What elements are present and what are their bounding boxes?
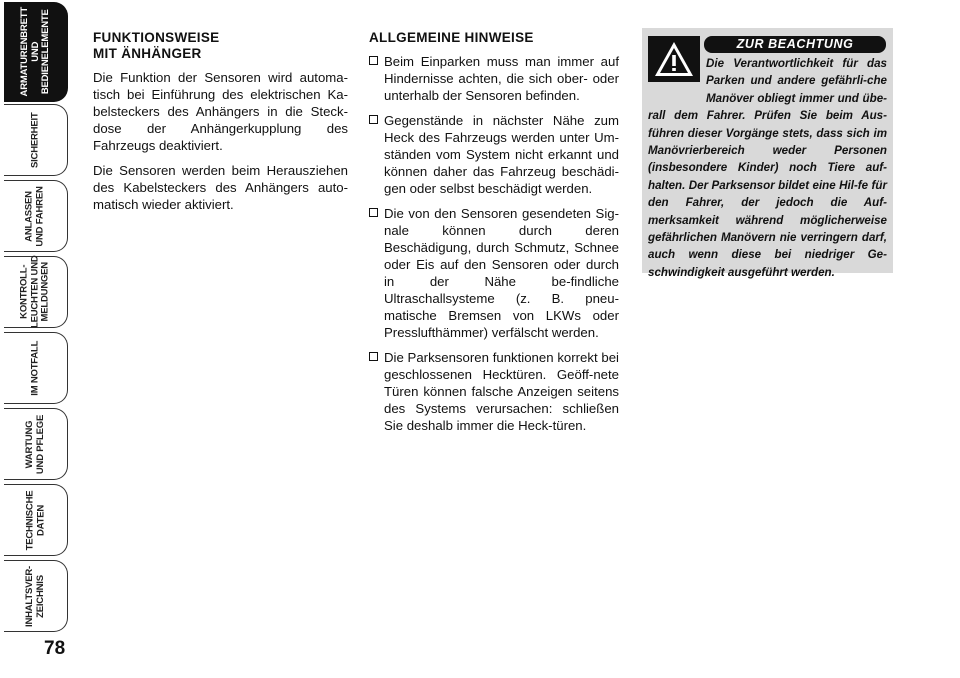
tab-label: INHALTSVER- ZEICHNIS [24,565,46,627]
paragraph: Die Funktion der Sensoren wird automa-tisch bei Einführung des elektrischen Ka-belsteckers des Anhängers in die Steck-dose der Anhängerkupplung des Fahrzeugs deaktiviert. [93,70,348,153]
checkbox-bullet-icon [369,56,378,65]
list-item [369,205,619,341]
tab-kontrollleuchten[interactable] [4,256,68,328]
list-item [369,349,619,434]
tab-label: SICHERHEIT [29,112,41,168]
tab-anlassen-und-fahren[interactable] [4,180,68,252]
tab-label: ARMATURENBRETT UND BEDIENELEMENTE [18,7,51,97]
tab-armaturenbrett[interactable] [4,2,68,102]
list-item-text: Die Parksensoren funktionen korrekt bei geschlossenen Hecktüren. Geöff-nete Türen können falsche Anzeigen seitens des Systems verursachen: schließen Sie deshalb immer die Heck-türen. [384,350,619,433]
list-item [369,53,619,104]
checkbox-bullet-icon [369,208,378,217]
tab-label: KONTROLL- LEUCHTEN UND MELDUNGEN [18,255,51,329]
tab-inhaltsverzeichnis[interactable] [4,560,68,632]
page-number: 78 [44,638,66,659]
checkbox-bullet-icon [369,115,378,124]
tab-label: IM NOTFALL [29,340,41,396]
warning-title: ZUR BEACHTUNG [704,36,886,53]
warning-box [642,28,893,279]
tab-label: ANLASSEN UND FAHREN [24,185,46,247]
section-heading: FUNKTIONSWEISE MIT ÄNHÄNGER [93,30,220,61]
paragraph: Die Sensoren werden beim Herausziehen des Kabelsteckers des Anhängers auto-matisch wieder aktiviert. [93,163,348,212]
list-item-text: Gegenstände in nächster Nähe zum Heck des Fahrzeugs werden unter Um-ständen vom System nicht erkannt und können daher das Fahrzeug beschädi-gen oder selbst beschädigt werden. [384,113,619,196]
side-tab-navigation [0,0,80,640]
tab-wartung-und-pflege[interactable] [4,408,68,480]
warning-text: Die Verantwortlichkeit für das Parken und andere gefährli-che Manöver obliegt immer und übe-rall dem Fahrer. Prüfen Sie beim Aus-führen dieser Vorgänge stets, dass sich im Manövrierbereich weder Personen (insbesondere Kinder) noch Tiere auf-halten. Der Parksensor bildet eine Hil-fe für den Fahrer, der jedoch die Auf-merksamkeit während möglicherweise gefährlichen Manövern nie verringern darf, auch wenn diese bei niedriger Ge-schwindigkeit ausgeführt werden. [648,57,887,279]
list-item-text: Beim Einparken muss man immer auf Hindernisse achten, die sich ober- oder unterhalb der Sensoren befinden. [384,54,619,103]
notes-list [369,53,619,434]
tab-technische-daten[interactable] [4,484,68,556]
tab-sicherheit[interactable] [4,104,68,176]
tab-im-notfall[interactable] [4,332,68,404]
section-heading: ALLGEMEINE HINWEISE [369,30,534,45]
checkbox-bullet-icon [369,352,378,361]
section-trailer-operation [93,30,348,221]
section-general-notes [369,30,619,442]
list-item [369,112,619,197]
warning-triangle-icon [648,36,700,82]
list-item-text: Die von den Sensoren gesendeten Sig-nale können durch deren Beschädigung, durch Schmutz, Schnee oder Eis auf den Sensoren oder durch in der Nähe be-findliche Ultraschallsysteme (z. B. pneu-matische Bremsen von LKWs oder Presslufthämmer) verfälscht werden. [384,206,619,340]
tab-label: TECHNISCHE DATEN [23,490,46,550]
tab-label: WARTUNG UND PFLEGE [23,414,46,474]
